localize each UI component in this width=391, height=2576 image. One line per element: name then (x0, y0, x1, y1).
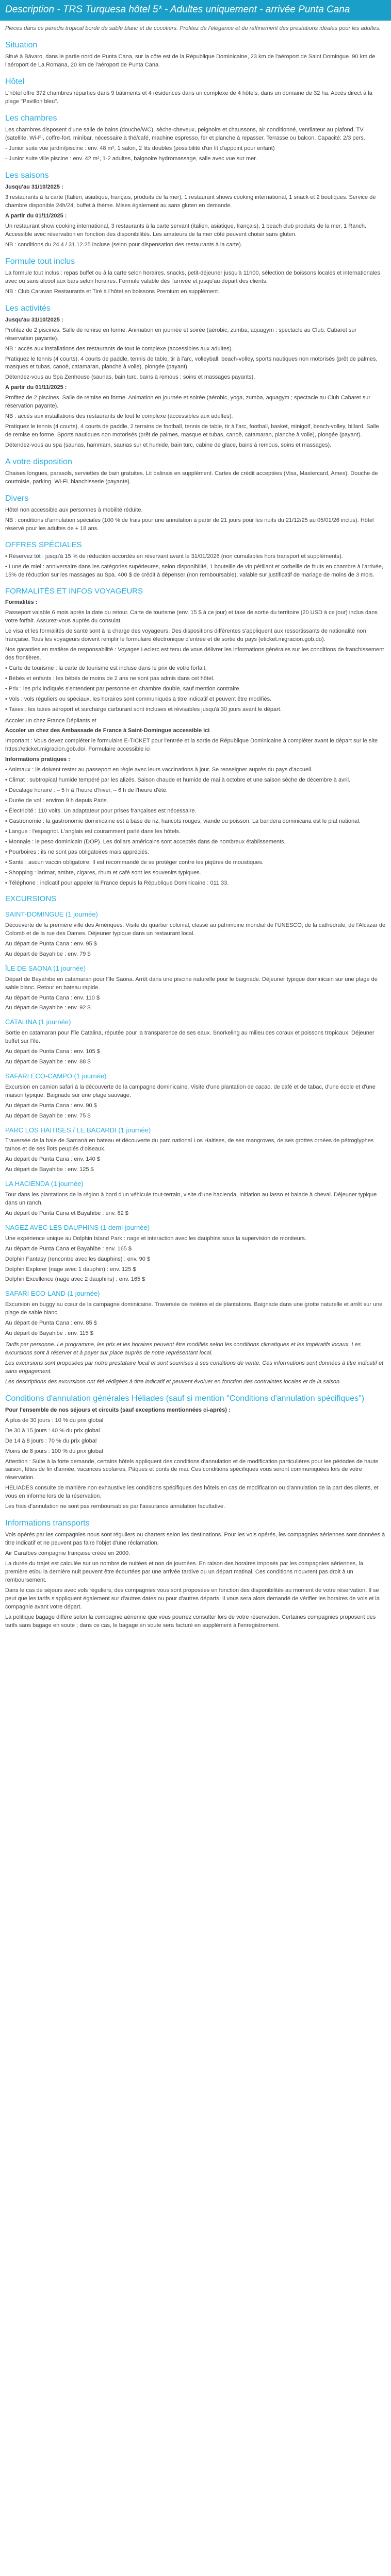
bars-section (5, 256, 386, 296)
excursion-text: Départ de Bayahibe en catamaran pour l'île Saona. Arrêt dans une piscine naturelle pour le baignade. Déjeuner typique dominicain sur une plage de sable blanc. Retour en bateau rapide. (5, 976, 378, 991)
excursion-price: Au départ de Bayahibe : env. 125 $ (5, 1166, 94, 1173)
transport-paragraph: La politique bagage diffère selon la compagnie aérienne que vous pourrez consulter lors de votre réservation. Certaines compagnies proposent des tarifs sans bagage en soute ; dans ce cas, le bagage en soute sera facturé en supplément à l'enregistrement. (5, 1614, 376, 1629)
cancellation-paragraph: De 14 à 8 jours : 70 % du prix global (5, 1437, 97, 1444)
seasons-paragraph: A partir du 01/11/2025 : (5, 212, 67, 219)
notice-paragraph: • Durée de vol : environ 9 h depuis Paris. (5, 798, 108, 804)
excursion-price: Au départ de Bayahibe : env. 88 $ (5, 1059, 91, 1065)
main-content (0, 21, 391, 1643)
notice-paragraph: • Pourboires : ils ne sont pas obligatoires mais appréciés. (5, 849, 149, 855)
rooms-paragraph: Les chambres disposent d'une salle de bains (douche/WC), sèche-cheveux, peignoirs et chaussons, air conditionné, ventilateur au plafond, TV (satellite, Wi-Fi, coffre-fort, minibar, nécessaire à thé/café, machine espresso, fer et planche à repasser. Terrasse ou balcon. Capacité: 2/3 pers. (5, 127, 365, 142)
excursion-title: CATALINA (1 journée) (5, 1018, 71, 1026)
notice-paragraph: • Téléphone : indicatif pour appeler la France depuis la République Dominicaine : 011 33. (5, 879, 229, 886)
activities-paragraph: Détendez-vous au Spa Zenhouse (saunas, bain turc, bains à remous : soins et massages payants). (5, 374, 255, 381)
seasons-paragraph: Jusqu'au 31/10/2025 : (5, 184, 63, 191)
excursion-price: Dolphin Excellence (nage avec 2 dauphins) : env. 165 $ (5, 1276, 145, 1283)
transport-heading: Informations transports (5, 1519, 90, 1528)
excursions-section (5, 893, 386, 1386)
cancellation-paragraph: Les frais d'annulation ne sont pas remboursables par l'assurance annulation facultative. (5, 1503, 225, 1510)
notice-paragraph: Important : Vous devez compléter le formulaire E-TICKET pour l'entrée et la sortie de République Dominicaine à compléter avant le départ sur le site https://eticket.migracion.gob.do/. Formulaire accessible ici (5, 738, 378, 753)
excursion-title: SAFARI ECO-CAMPO (1 journée) (5, 1072, 107, 1080)
divers-heading: Divers (5, 494, 29, 503)
activities-paragraph: NB : accès aux installations des restaurants de tout le complexe (accessibles aux adultes). (5, 413, 233, 420)
formalities-paragraph: • Carte de tourisme : la carte de tourisme est incluse dans le prix de votre forfait. (5, 665, 207, 671)
cancellation-paragraph: HELIADES consulte de manière non exhaustive les conditions spécifiques des hôtels en cas de modification ou d'annulation de la part des clients, et vous en informe lors de la réservation. (5, 1485, 379, 1500)
excursion-item (5, 1289, 386, 1338)
bars-heading: Formule tout inclus (5, 257, 75, 266)
excursion-item (5, 1018, 386, 1066)
excursion-price: Au départ de Punta Cana et Bayahibe : env. 82 $ (5, 1210, 128, 1216)
activities-paragraph: Profitez de 2 piscines. Salle de remise en forme. Animation en journée et soirée (aérobic, yoga, zumba, aquagym ; spectacle au Club Cabaret sur réservation payante). (5, 395, 371, 410)
rooms-section (5, 112, 386, 163)
formalities-subtitle: Formalités : (5, 599, 38, 606)
seasons-heading: Les saisons (5, 171, 49, 180)
excursions-heading: EXCURSIONS (5, 894, 57, 904)
transport-section (5, 1517, 386, 1630)
excursion-price: Au départ de Bayahibe : env. 115 $ (5, 1330, 93, 1337)
formalities-paragraph: • Vols : vols réguliers ou spéciaux, les horaires sont communiqués à titre indicatif et peuvent être modifiés. (5, 696, 272, 702)
excursion-price: Au départ de Punta Cana : env. 90 $ (5, 1102, 97, 1109)
excursion-title: SAINT-DOMINGUE (1 journée) (5, 910, 98, 919)
cancellation-section (5, 1393, 386, 1512)
offers-section (5, 539, 386, 580)
excursions-footer: Tarifs par personne. Le programme, les prix et les horaires peuvent être modifiés selon les conditions climatiques et les impératifs locaux. Les excursions sont à réserver et à payer sur place auprès de notre représentant local. (5, 1341, 361, 1356)
rooms-paragraph: - Junior suite vue jardin/piscine : env. 48 m², 1 salon, 2 lits doubles (possibilité d'un lit d'appoint pour enfant) (5, 145, 275, 151)
intro-text: Pièces dans ce paradis tropical bordé de sable blanc et de cocotiers. Profitez de l'élégance et du raffinement des prestations idéales pour les adultes. (5, 25, 381, 31)
formalities-paragraph: • Bébés et enfants : les bébés de moins de 2 ans ne sont pas admis dans cet hôtel. (5, 675, 215, 682)
notice-paragraph: • Shopping : larimar, ambre, cigares, rhum et café sont les souvenirs typiques. (5, 869, 201, 876)
excursion-text: Une expérience unique au Dolphin Island Park : nage et interaction avec les dauphins sous la supervision de moniteurs. (5, 1235, 306, 1242)
cancellation-paragraph: Attention : Suite à la forte demande, certains hôtels appliquent des conditions d'annulation et de modification particulières pour les périodes de haute saison, fêtes de fin d'année, vacances scolaires, Pâques et ponts de mai. Ces conditions spécifiques vous seront communiquées lors de votre réservation. (5, 1458, 379, 1481)
excursion-text: Découverte de la première ville des Amériques. Visite du quartier colonial, classé au patrimoine mondial de l'UNESCO, de la cathédrale, de l'Alcazar de Colomb et de la rue des Dames. Déjeuner typique dans un restaurant local. (5, 922, 386, 937)
excursion-price: Au départ de Punta Cana : env. 110 $ (5, 994, 100, 1001)
seasons-section (5, 170, 386, 249)
excursion-item (5, 1223, 386, 1284)
excursion-price: Au départ de Punta Cana : env. 95 $ (5, 940, 97, 947)
excursion-text: Traversée de la baie de Samaná en bateau et découverte du parc national Los Haitises, de ses mangroves, de ses grottes ornées de pétroglyphes taïnos et de ses îlots peuplés d'oiseaux. (5, 1138, 374, 1153)
excursion-title: ÎLE DE SAONA (1 journée) (5, 964, 86, 972)
rooms-paragraph: - Junior suite ville piscine : env. 42 m², 1-2 adultes, balgnoire hydromassage, salle avec vue sur mer. (5, 155, 257, 162)
excursions-footer: Les excursions sont proposées par notre prestataire local et sont soumises à ses conditions de vente. Ces informations sont données à titre indicatif et sans engagement. (5, 1360, 384, 1375)
notice-paragraph: • Décalage horaire : – 5 h à l'heure d'hiver, – 6 h de l'heure d'été. (5, 787, 168, 794)
excursion-price: Dolphin Explorer (nage avec 1 dauphin) : env. 125 $ (5, 1266, 136, 1273)
page-header (0, 0, 391, 21)
activities-paragraph: Détendez-vous au spa (saunas, hammam, saunas sur et humide, bain turc, cabine de glace, bains à remous, soins et massages). (5, 442, 332, 448)
formalities-paragraph: • Taxes : les taxes aéroport et surcharge carburant sont incluses et révisables jusqu'à 30 jours avant le départ. (5, 706, 282, 713)
notice-paragraph: • Monnaie : le peso dominicain (DOP). Les dollars américains sont acceptés dans de nombreux établissements. (5, 838, 286, 845)
cancellation-paragraph: De 30 à 15 jours : 40 % du prix global (5, 1427, 100, 1434)
excursion-title: NAGEZ AVEC LES DAUPHINS (1 demi-journée) (5, 1223, 150, 1231)
notice-link[interactable]: Accoler un chez France Dépliants et (5, 717, 96, 724)
excursion-price: Au départ de Bayahibe : env. 79 $ (5, 951, 91, 957)
cancellation-heading: Conditions d'annulation générales Héliades (sauf si mention "Conditions d'annulation spécifiques") (5, 1394, 365, 1403)
formalities-section (5, 586, 386, 714)
notice-subtitle: Informations pratiques : (5, 756, 70, 763)
transport-paragraph: Vols opérés par les compagnies nous sont réguliers ou charters selon les destinations. Pour les vols opérés, les compagnies aériennes sont données à titre indicatif et ne peuvent pas faire l'objet d'une réclamation. (5, 1532, 385, 1547)
transport-paragraph: Air Caraïbes compagnie française créée en 2000. (5, 1550, 131, 1557)
excursion-text: Excursion en camion safari à la découverte de la campagne dominicaine. Visite d'une plantation de cacao, de café et de tabac, d'une école et d'une maison typique. Baignade sur une plage sauvage. (5, 1083, 376, 1098)
offers-paragraph: • Lune de miel : anniversaire dans les catégories supérieures, selon disponibilité, 1 bouteille de vin pétillant et corbeille de fruits en chambre à l'arrivée, 15% de réduction sur les massages au Spa. 400 $ de crédit à dépenser (non remboursable), valable sur justificatif de mariage de moins de 3 mois. (5, 563, 383, 578)
hotel-text: L'hôtel offre 372 chambres réparties dans 9 bâtiments et 4 résidences dans un complexe de 4 hôtels, dans un domaine de 32 ha. Accès direct à la plage "Pavillon bleu". (5, 90, 372, 105)
situation-section (5, 39, 386, 70)
hotel-heading: Hôtel (5, 77, 25, 86)
notice-paragraph: • Gastronomie : la gastronomie dominicaine est à base de riz, haricots rouges, viande ou poisson. La bandera dominicana est le plat national. (5, 818, 361, 824)
formalities-paragraph: • Prix : les prix indiqués s'entendent par personne en chambre double, sauf mention contraire. (5, 685, 241, 692)
excursion-title: SAFARI ECO-LAND (1 journée) (5, 1290, 100, 1298)
excursion-item (5, 964, 386, 1013)
disposition-heading: A votre disposition (5, 457, 72, 466)
bars-paragraph: NB : Club Caravan Restaurants et Tiré à l'hôtel en boissons Premium en supplément. (5, 288, 220, 295)
divers-note: NB : conditions d'annulation spéciales (100 % de frais pour une annulation à partir de 21 jours pour les nuits du 21/12/25 au 05/01/26 inclus). Hôtel réservé pour les adultes de + 18 ans. (5, 517, 374, 532)
notice-paragraph: • Langue : l'espagnol. L'anglais est couramment parlé dans les hôtels. (5, 828, 181, 835)
formalities-paragraph: Nos garanties en matière de responsabilité : Voyages Leclerc est tenu de vous délivrer les informations générales sur les conditions de franchissement des frontières. (5, 646, 384, 661)
notice-paragraph: • Animaux : ils doivent rester au passeport en règle avec leurs vaccinations à jour. Se renseigner auprès du pays d'accueil. (5, 767, 313, 773)
disposition-text: Chaises longues, parasols, serviettes de bain gratuites. Lit balinais en supplément. Cartes de crédit acceptées (Visa, Mastercard, Amex). Douche de courtoisie, parking. Wi-Fi. blanchisserie (payante). (5, 470, 378, 485)
excursion-item (5, 1126, 386, 1175)
practical-info-section (5, 717, 386, 888)
excursion-text: Excursion en buggy au cœur de la campagne dominicaine. Traversée de rivières et de plantations. Baignade dans une grotte naturelle et arrêt sur une plage de sable blanc. (5, 1301, 383, 1316)
divers-section (5, 493, 386, 533)
activities-paragraph: Jusqu'au 31/10/2025 : (5, 316, 63, 323)
activities-paragraph: Pratiquez le tennis (4 courts), 4 courts de paddle, 2 terrains de football, tennis de table, tir à l'arc, football, basket, minigolf, beach-volley, billard. Salle de remise en forme. Sports nautiques non motorisés (prêt de palmes, masque et tubas, canoë, catamaran, planche à voile), plongée (payant). (5, 423, 379, 438)
situation-heading: Situation (5, 40, 38, 49)
excursion-item (5, 1072, 386, 1121)
activities-heading: Les activités (5, 303, 51, 313)
activities-paragraph: Profitez de 2 piscines. Salle de remise en forme. Animation en journée et soirée (aérobic, zumba, aquagym : spectacle au Club. Cabaret sur réservation payante). (5, 327, 357, 342)
seasons-paragraph: Un restaurant show cooking international, 3 restaurants à la carte servant (italien, asiatique, français), 1 beach club produits de la mer, 1 Ranch. Accessible avec réservation en fonction des disponibilités. Les amateurs de la mer côté peuvent choisir sans gluten. (5, 223, 367, 238)
excursions-footer: Les descriptions des excursions ont été rédigées à titre indicatif et peuvent évoluer en fonction des contraintes locales et de la saison. (5, 1378, 341, 1385)
cancellation-paragraph: Moins de 8 jours : 100 % du prix global (5, 1448, 103, 1454)
excursion-title: PARC LOS HAITISES / LE BACARDI (1 journée) (5, 1126, 151, 1134)
divers-text: Hôtel non accessible aux personnes à mobilité réduite. (5, 507, 143, 514)
excursion-price: Au départ de Punta Cana : env. 85 $ (5, 1320, 97, 1327)
notice-link[interactable]: Accoler un chez des Ambassade de France à Saint-Domingue accessible ici (5, 727, 210, 734)
bars-paragraph: La formule tout inclus : repas buffet ou à la carte selon horaires, snacks, petit-déjeuner jusqu'à 11h00, sélection de boissons locales et internationales avec ou sans alcool aux bars selon horaires. Formule valable dès l'arrivée et jusqu'au départ des clients. (5, 269, 380, 284)
excursion-item (5, 910, 386, 959)
excursion-price: Dolphin Fantasy (rencontre avec les dauphins) : env. 90 $ (5, 1256, 151, 1262)
notice-paragraph: • Électricité : 110 volts. Un adaptateur pour prises françaises est nécessaire. (5, 807, 197, 814)
rooms-heading: Les chambres (5, 113, 57, 123)
excursion-text: Tour dans les plantations de la région à bord d'un véhicule tout-terrain, visite d'une hacienda, initiation au lasso et balade à cheval. Déjeuner typique dans un ranch. (5, 1192, 377, 1206)
excursion-price: Au départ de Bayahibe : env. 92 $ (5, 1005, 91, 1011)
situation-text: Situé à Bávaro, dans le partie nord de Punta Cana, sur la côte est de la République Dominicaine, 23 km de l'aéroport de Saint Domingue. 90 km de l'aéroport de La Romana, 20 km de l'aéroport de Punta Cana. (5, 53, 376, 68)
formalities-heading: FORMALITÉS ET INFOS VOYAGEURS (5, 586, 143, 596)
activities-paragraph: A partir du 01/11/2025 : (5, 384, 67, 391)
disposition-section (5, 456, 386, 486)
offers-paragraph: • Réservez tôt : jusqu'à 15 % de réduction accordés en réservant avant le 31/01/2026 (non cumulables hors transport et suppléments). (5, 553, 343, 560)
excursion-title: LA HACIENDA (1 journée) (5, 1180, 84, 1188)
offers-heading: OFFRES SPÉCIALES (5, 540, 82, 549)
excursion-price: Au départ de Punta Cana : env. 105 $ (5, 1048, 100, 1055)
activities-paragraph: NB : accès aux installations des restaurants de tout le complexe (accessibles aux adultes). (5, 345, 233, 352)
excursion-price: Au départ de Bayahibe : env. 75 $ (5, 1112, 91, 1119)
notice-paragraph: • Santé : aucun vaccin obligatoire. Il est recommandé de se protéger contre les piqûres de moustiques. (5, 859, 264, 866)
notice-paragraph: • Climat : subtropical humide tempéré par les alizés. Saison chaude et humide de mai à octobre et une saison sèche de décembre à avril. (5, 777, 351, 784)
page-title: Description - TRS Turquesa hôtel 5* - Adultes uniquement - arrivée Punta Cana (5, 4, 350, 15)
activities-section (5, 302, 386, 450)
transport-paragraph: La durée du trajet est calculée sur un nombre de nuitées et non de journées. En raison des horaires imposés par les compagnies aériennes, la première et/ou la dernière nuit peuvent être écourtées par une arrivée tardive ou un départ matinal. Ces conditions n'ouvrent pas droit à un remboursement. (5, 1561, 364, 1584)
excursion-price: Au départ de Punta Cana et Bayahibe : env. 165 $ (5, 1245, 132, 1252)
cancellation-paragraph: A plus de 30 jours : 10 % du prix global (5, 1417, 104, 1423)
transport-paragraph: Dans le cas de séjours avec vols réguliers, des compagnies vous sont proposées en fonction des disponibilités au moment de votre réservation. Il se peut que les tarifs s'appliquent également sur d'autres dates ou pour d'autres départs. Il vous sera alors demandé de vérifier les horaires de vols et la compagnie avant votre départ. (5, 1587, 380, 1610)
excursion-price: Au départ de Punta Cana : env. 140 $ (5, 1156, 100, 1163)
excursion-text: Sortie en catamaran pour l'île Catalina, réputée pour la transparence de ses eaux. Snorkeling au milieu des coraux et poissons tropicaux. Déjeuner buffet sur l'île. (5, 1030, 374, 1045)
seasons-paragraph: 3 restaurants à la carte (Italien, asiatique, français, produits de la mer), 1 restaurant shows cooking international, 1 snack et 2 boutiques. Service de chambre disponible 24h/24, buffet à thème. Mises également au sans gluten en demande. (5, 194, 376, 209)
formalities-paragraph: Passeport valable 6 mois après la date du retour. Carte de tourisme (env. 15 $ à ce jour) et taxe de sortie du territoire (20 USD à ce jour) inclus dans votre forfait. Assurez-vous auprès du consulat. (5, 609, 378, 624)
excursion-item (5, 1179, 386, 1218)
seasons-paragraph: NB : conditions du 24.4 / 31.12.25 incluse (selon pour dispensation des restaurants à la carte). (5, 241, 242, 248)
cancellation-paragraph: Pour l'ensemble de nos séjours et circuits (sauf exceptions mentionnées ci-après) : (5, 1406, 231, 1413)
hotel-section (5, 76, 386, 106)
activities-paragraph: Pratiquez le tennis (4 courts), 4 courts de paddle, tennis de table, tir à l'arc, volleyball, beach-volley, sports nautiques non motorisés (prêt de palmes, masques et tubas, canoë, catamaran, planche à voile), plongée (payant). (5, 355, 378, 370)
formalities-paragraph: Le visa et les formalités de santé sont à la charge des voyageurs. Des dispositions différentes s'appliquent aux ressortissants de nationalité non française. Tous les voyageurs doivent remplir le formulaire électronique d'entrée et de sortie du pays (eticket.migracion.gob.do). (5, 628, 366, 643)
